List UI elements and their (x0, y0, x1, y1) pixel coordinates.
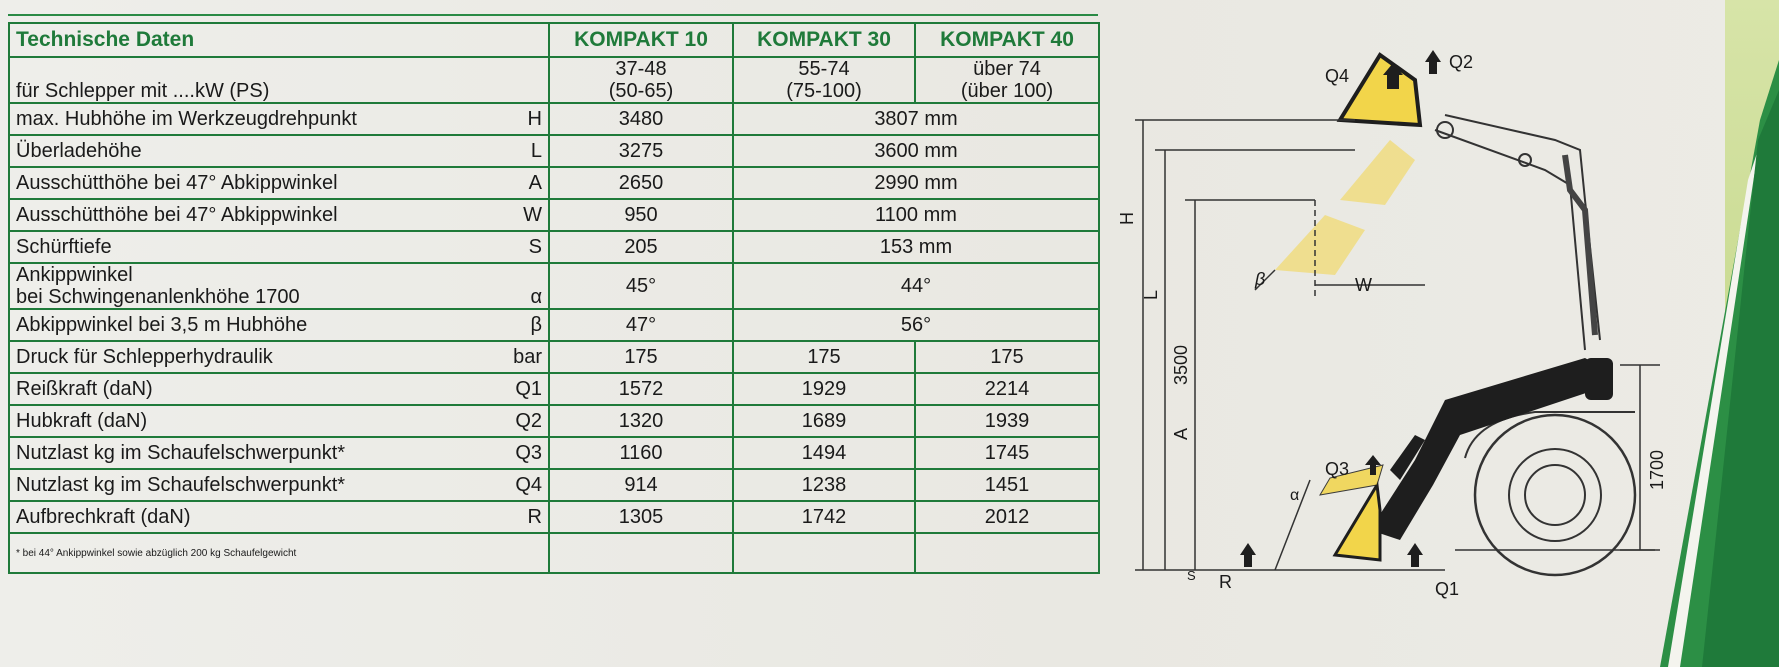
label-q3: Q3 (1325, 459, 1350, 479)
row-label: Ausschütthöhe bei 47° Abkippwinkel (9, 167, 439, 199)
row-symbol: Q3 (439, 437, 549, 469)
cell-k10: 47° (549, 309, 733, 341)
row-label: Nutzlast kg im Schaufelschwerpunkt* (9, 437, 439, 469)
table-row (9, 103, 1099, 135)
cell-empty (733, 533, 915, 573)
cell-k30: 1689 (733, 405, 915, 437)
cell-k10: 3480 (549, 103, 733, 135)
row-label: Überladehöhe (9, 135, 439, 167)
label-beta: β (1255, 269, 1266, 289)
loader-arm-lower (1370, 358, 1613, 540)
table-row (9, 135, 1099, 167)
label-q4: Q4 (1325, 66, 1350, 86)
label-r: R (1219, 572, 1232, 592)
decor-stripes (1640, 0, 1779, 667)
cell-k40: 2012 (915, 501, 1099, 533)
row-symbol: α (439, 263, 549, 309)
cell-k10: 1572 (549, 373, 733, 405)
row-label: Hubkraft (daN) (9, 405, 439, 437)
row-symbol: W (439, 199, 549, 231)
row-symbol: Q1 (439, 373, 549, 405)
row-symbol: L (439, 135, 549, 167)
table-row (9, 469, 1099, 501)
cell-k30: 1929 (733, 373, 915, 405)
table-row-tractor (9, 57, 1099, 103)
label-h: H (1117, 212, 1137, 225)
row-label: Ausschütthöhe bei 47° Abkippwinkel (9, 199, 439, 231)
loader-arm-upper (1435, 115, 1600, 350)
row-label: Nutzlast kg im Schaufelschwerpunkt* (9, 469, 439, 501)
row-label: Schürftiefe (9, 231, 439, 263)
cell-k30: 1494 (733, 437, 915, 469)
cell-k30: 175 (733, 341, 915, 373)
bucket-upper (1275, 55, 1420, 275)
label-a: A (1171, 427, 1191, 440)
model-kompakt-40: KOMPAKT 40 (915, 23, 1099, 57)
row-label: Ankippwinkel bei Schwingenanlenkhöhe 1700 (9, 263, 439, 309)
row-label: max. Hubhöhe im Werkzeugdrehpunkt (9, 103, 439, 135)
cell-k10: 914 (549, 469, 733, 501)
label-alpha: α (1290, 487, 1300, 504)
row-label: Abkippwinkel bei 3,5 m Hubhöhe (9, 309, 439, 341)
top-rule (8, 14, 1098, 16)
cell-k30-k40: 2990 mm (733, 167, 1099, 199)
cell-k10: 3275 (549, 135, 733, 167)
table-row (9, 437, 1099, 469)
label-s: S (1187, 568, 1196, 583)
cell-k30-k40: 3600 mm (733, 135, 1099, 167)
table-row (9, 341, 1099, 373)
cell-k10: 950 (549, 199, 733, 231)
row-symbol: S (439, 231, 549, 263)
cell-k10: 205 (549, 231, 733, 263)
loader-diagram (1115, 40, 1675, 640)
cell-k40: 1939 (915, 405, 1099, 437)
table-row-abkipp (9, 309, 1099, 341)
row-label: Aufbrechkraft (daN) (9, 501, 439, 533)
label-q1: Q1 (1435, 579, 1460, 599)
cell-k30-k40: 1100 mm (733, 199, 1099, 231)
cell-k30: 55-74 (75-100) (733, 57, 915, 103)
cell-k30-k40: 153 mm (733, 231, 1099, 263)
full-rows (9, 341, 1099, 533)
cell-k10: 1320 (549, 405, 733, 437)
spec-table (8, 22, 1100, 574)
model-kompakt-30: KOMPAKT 30 (733, 23, 915, 57)
arrow-q1 (1407, 543, 1423, 567)
row-label: für Schlepper mit ....kW (PS) (9, 57, 549, 103)
cell-empty (915, 533, 1099, 573)
row-symbol: Q4 (439, 469, 549, 501)
model-kompakt-10: KOMPAKT 10 (549, 23, 733, 57)
label-3500: 3500 (1171, 344, 1191, 385)
cell-k30: 1742 (733, 501, 915, 533)
cell-k40: 175 (915, 341, 1099, 373)
table-title: Technische Daten (9, 23, 549, 57)
row-symbol: bar (439, 341, 549, 373)
cell-k10: 37-48 (50-65) (549, 57, 733, 103)
row-symbol: R (439, 501, 549, 533)
cell-k40: über 74 (über 100) (915, 57, 1099, 103)
label-l: L (1141, 289, 1161, 300)
row-label: Druck für Schlepperhydraulik (9, 341, 439, 373)
label-1700: 1700 (1647, 449, 1667, 490)
cell-k10: 1305 (549, 501, 733, 533)
label-w: W (1355, 275, 1372, 295)
table-row (9, 167, 1099, 199)
table-row (9, 231, 1099, 263)
table-row (9, 199, 1099, 231)
row-symbol: H (439, 103, 549, 135)
cell-empty (549, 533, 733, 573)
cell-k30-k40: 56° (733, 309, 1099, 341)
arrow-q2 (1425, 50, 1441, 74)
cell-k10: 1160 (549, 437, 733, 469)
footnote: * bei 44° Ankippwinkel sowie abzüglich 200 kg Schaufelgewicht (9, 533, 549, 573)
cell-k10: 175 (549, 341, 733, 373)
row-symbol: Q2 (439, 405, 549, 437)
cell-k10: 45° (549, 263, 733, 309)
cell-k40: 2214 (915, 373, 1099, 405)
label-q2: Q2 (1449, 52, 1474, 72)
row-symbol: A (439, 167, 549, 199)
merged-rows (9, 103, 1099, 263)
table-row-footnote (9, 533, 1099, 573)
arrow-r (1240, 543, 1256, 567)
cell-k40: 1745 (915, 437, 1099, 469)
table-row (9, 405, 1099, 437)
table-row-ankipp (9, 263, 1099, 309)
cell-k30-k40: 3807 mm (733, 103, 1099, 135)
row-label: Reißkraft (daN) (9, 373, 439, 405)
cell-k30-k40: 44° (733, 263, 1099, 309)
table-row (9, 373, 1099, 405)
table-row (9, 501, 1099, 533)
cell-k10: 2650 (549, 167, 733, 199)
table-header-row (9, 23, 1099, 57)
cell-k30: 1238 (733, 469, 915, 501)
cell-k40: 1451 (915, 469, 1099, 501)
row-symbol: β (439, 309, 549, 341)
